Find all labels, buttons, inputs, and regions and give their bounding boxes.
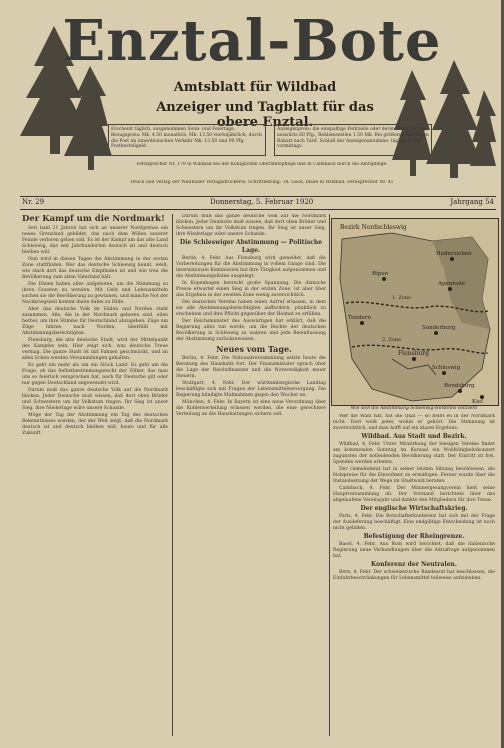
map-title: Bezirk Nordschleswig [340, 224, 407, 231]
paragraph: Seit bald 21 Jahren hat sich an unserer Nordgrenze ein neues Grenzland gebildet, das nach dem Willen unserer Feinde verloren gehen soll. Es ist der Kampf um das alte Land Schleswig, das seit Jahrhunderten deutsch ist und deutsch bleiben will. [22, 226, 168, 255]
masthead [0, 0, 504, 185]
paragraph: Die Dänen haben alles aufgeboten, um die Stimmung zu ihren Gunsten zu wenden. Mit Geld und Lebensmitteln suchen sie die Bevölkerung zu gewinnen, und manche Not der Nachkriegszeit kommt ihnen dabei zu Hilfe. [22, 282, 168, 305]
map-label-zone1: 1. Zone [392, 295, 412, 301]
advert-price-info: Anzeigenpreis: die einspaltige Petitzeile oder deren Raum 50 Pfg., auswärts 60 Pfg., Reklamezeilen 1.50 Mk. Bei größeren Aufträgen Rabatt nach Tarif. Schluß der Anzeigenannahme: täglich 8 Uhr vormittags. [274, 124, 432, 156]
map-label-schleswig: Schleswig [432, 365, 461, 371]
section-subhead: Konferenz der Neutralen. [371, 561, 457, 568]
map-label-tondern: Tondern [348, 315, 372, 321]
paragraph: Paris, 4. Febr. Die Botschafterkonferenz hat sich mit der Frage der Auslieferung beschäftigt. Eine endgültige Entscheidung ist noch nicht gefallen. [333, 514, 495, 531]
paragraph: Es geht um mehr als um ein Stück Land. Es geht um die Frage, ob das Selbstbestimmungsrecht der Völker, das man uns so feierlich versprochen hat, auch für Deutsche gilt oder nur gegen Deutschland angewendet wird. [22, 363, 168, 386]
schleswig-map [332, 219, 498, 405]
map-label-rendsburg: Rendsburg [444, 383, 475, 389]
map-label-zone2: 2. Zone [382, 337, 402, 343]
subscription-info: Erscheint täglich, ausgenommen Sonn- und Feiertags. Bezugspreis: Mk. 4.50 monatlich, Mk. 13.50 vierteljährlich; durch die Post im innerdeutschen Verkehr Mk. 13.50 und 90 Pfg. Postbestellgeld. [108, 124, 266, 156]
issue-date: Donnerstag, 5. Februar 1920 [210, 198, 314, 206]
map-label-sonderburg: Sonderburg [422, 325, 456, 331]
paragraph: Die deutschen Vereine haben einen Aufruf erlassen, in dem sie alle Abstimmungsberechtigten auffordern, pünktlich zu erscheinen und ihre Pflicht gegenüber der Heimat zu erfüllen. [176, 300, 326, 317]
paragraph: Darum muß das ganze deutsche Volk auf die Nordmark blicken. Jeder Deutsche muß wissen, daß dort oben Brüder und Schwestern um ihr Volkstum ringen. Ihr Sieg ist unser Sieg, ihre Niederlage wäre unsere Schande. [22, 388, 168, 411]
paragraph: Flensburg, die alte deutsche Stadt, wird der Mittelpunkt des Kampfes sein. Hier zeigt sich, was deutsche Treue vermag. Die ganze Stadt ist mit Fahnen geschmückt, und an allen Ecken werden Versammlungen gehalten. [22, 338, 168, 361]
section-subhead: Der englische Wirtschaftskrieg. [360, 505, 468, 512]
paragraph: Basel, 4. Febr. Aus Rom wird berichtet, daß die italienische Regierung neue Verhandlungen über die Adriafrage aufgenommen hat. [333, 542, 495, 559]
section-subhead: Die Schleswiger Abstimmung — Politische Lage. [179, 239, 323, 254]
column-left [22, 214, 168, 734]
newspaper-subtitle: Amtsblatt für Wildbad [173, 80, 337, 95]
map-label-ripen: Ripen [372, 271, 389, 277]
map-label-kiel: Kiel [472, 399, 483, 405]
paragraph: Aber das deutsche Volk im Süden und Norden steht zusammen. Alle, die in der Nordmark geboren sind, eilen herbei, um ihre Stimme für Deutschland abzugeben. Züge um Züge fahren nach Norden, überfüllt mit Abstimmungsberechtigten. [22, 307, 168, 336]
publisher-line: Druck und Verlag der Wildbader Verlagsdruckerei. Schriftleitung: Th. Gack, beide in Wildbad. Fernsprecher Nr. 41 [130, 180, 394, 185]
paragraph: Berlin, 4. Febr. Aus Flensburg wird gemeldet, daß die Vorbereitungen für die Abstimmung in vollem Gange sind. Die internationale Kommission hat ihre Tätigkeit aufgenommen und die Abstimmungslisten ausgelegt. [176, 256, 326, 279]
paragraph: Darum muß das ganze deutsche Volk auf die Nordmark blicken. Jeder Deutsche muß wissen, daß dort oben Brüder und Schwestern um ihr Volkstum ringen. Ihr Sieg ist unser Sieg, ihre Niederlage wäre unsere Schande. [176, 214, 326, 237]
map-caption: Wie sich die Abstimmung Schleswig-Holsteins vollzieht [350, 406, 478, 411]
phone-line: Fernsprecher Nr. 179 in Wildbad bei der Königlichen Oberamtspflege und in Calmbach durch die Amtspflege. [136, 162, 388, 167]
section-subhead: Befestigung der Rheingrenze. [363, 533, 465, 540]
issue-number: Nr. 29 [22, 198, 45, 206]
paragraph: Möge der Tag der Abstimmung ein Tag des deutschen Bekenntnisses werden, der der Welt zeigt, daß die Nordmark deutsch ist und deutsch bleiben will, heute und für alle Zukunft. [22, 413, 168, 436]
news-headline: Neues vom Tage. [216, 344, 292, 354]
column-middle [176, 214, 326, 734]
paragraph: In Kopenhagen herrscht große Spannung. Die dänische Presse erwartet einen Sieg in der ersten Zone, ist aber über das Ergebnis in der zweiten Zone wenig zuversichtlich. [176, 281, 326, 298]
paragraph: Berlin, 4. Febr. Die Nationalversammlung setzte heute die Beratung des Haushalts fort. Der Finanzminister sprach über die Lage der Reichsfinanzen und die Notwendigkeit neuer Steuern. [176, 356, 326, 379]
paragraph: Nun wird in diesen Tagen die Abstimmung in der ersten Zone stattfinden. Wer das deutsche Schleswig kennt, weiß, wie stark dort das deutsche Empfinden ist und wie treu die Bevölkerung zum alten Vaterland hält. [22, 257, 168, 280]
column-right [333, 414, 495, 734]
map-figure [331, 218, 499, 406]
newspaper-title: Enztal-Bote [62, 8, 442, 74]
column-rule [172, 214, 173, 736]
newspaper-subtitle-2: Anzeiger und Tagblatt für das obere Enztal. [156, 100, 374, 130]
paragraph: Wildbad, 4. Febr. Unter Mitwirkung der hiesigen Vereine findet am kommenden Sonntag im Kursaal ein Wohltätigkeitskonzert zugunsten der notleidenden Bevölkerung statt. Der Eintritt ist frei, Spenden werden erbeten. [333, 442, 495, 465]
map-label-apenrade: Apenrade [438, 281, 465, 287]
column-rule [329, 214, 330, 736]
paragraph: Der Reichsminister des Auswärtigen hat erklärt, daß die Regierung alles tun werde, um die Rechte der deutschen Bevölkerung in Schleswig zu wahren und jede Beeinflussung der Abstimmung zurückzuweisen. [176, 319, 326, 342]
paragraph: Calmbach, 4. Febr. Der Männergesangverein hielt seine Hauptversammlung ab. Der Vorstand berichtete über das abgelaufene Vereinsjahr und dankte den Mitgliedern für ihre Treue. [333, 486, 495, 503]
dateline-bar [20, 196, 496, 210]
map-label-hadersleben: Hadersleben [436, 251, 472, 257]
lead-headline: Der Kampf um die Nordmark! [22, 214, 165, 224]
volume-number: Jahrgang 54 [450, 198, 494, 206]
section-subhead: Wildbad. Aus Stadt und Bezirk. [361, 433, 467, 440]
paragraph: Stuttgart, 4. Febr. Der württembergische Landtag beschäftigte sich mit Fragen der Lebensmittelversorgung. Die Regierung kündigte Maßnahmen gegen den Wucher an. [176, 381, 326, 398]
paragraph: Wer die Wahl hat, hat die Qual — so heißt es in der Nordmark nicht. Dort weiß jeder, wohin er gehört. Die Stimmung ist zuversichtlich, und man hofft auf ein klares Ergebnis. [333, 414, 495, 431]
paragraph: Der Gemeinderat hat in seiner letzten Sitzung beschlossen, die Holzpreise für die Einwohner zu ermäßigen. Ferner wurde über die Instandsetzung der Wege im Stadtwald beraten. [333, 467, 495, 484]
paragraph: Bern, 4. Febr. Der schweizerische Bundesrat hat beschlossen, die Einfuhrbeschränkungen für Lebensmittel teilweise aufzuheben. [333, 570, 495, 581]
paragraph: München, 4. Febr. In Bayern ist eine neue Verordnung über die Kohlenverteilung erlassen worden, die eine gerechtere Verteilung an die Haushaltungen sichern soll. [176, 400, 326, 417]
map-label-flensburg: Flensburg [398, 350, 429, 357]
